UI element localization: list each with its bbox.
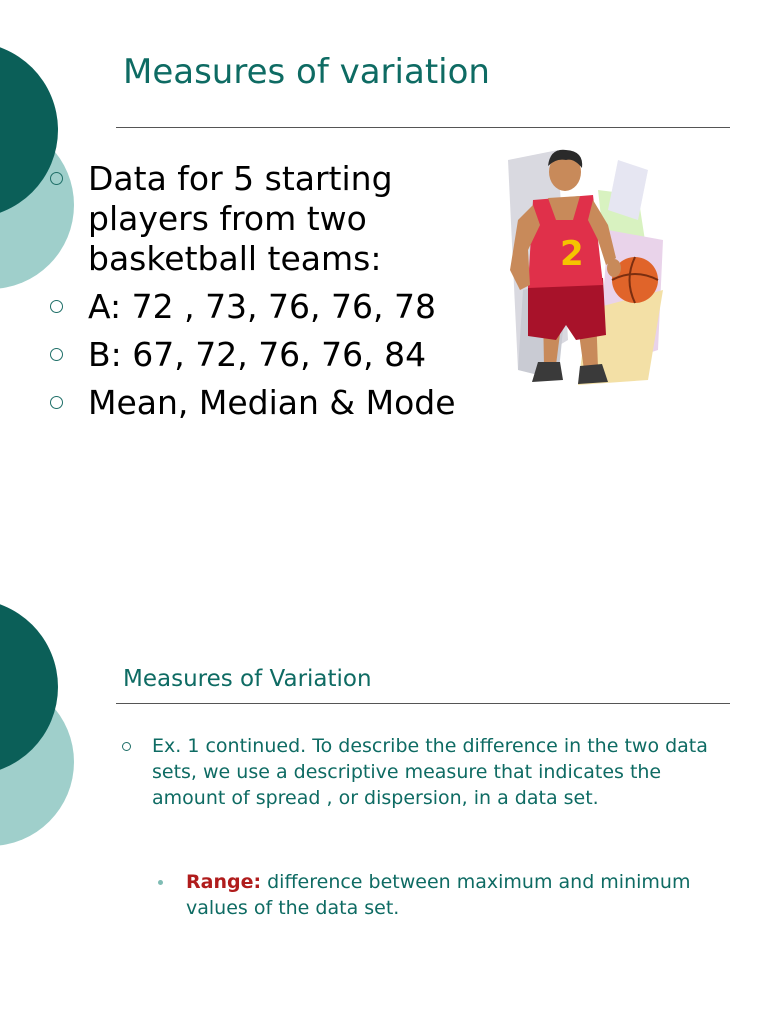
- bullet-text: B: 67, 72, 76, 76, 84: [88, 335, 427, 374]
- bullet-text: Data for 5 starting players from two basketball teams:: [88, 159, 393, 278]
- hollow-bullet-icon: [50, 300, 63, 313]
- title-divider: [116, 127, 730, 128]
- sub-bullet-item: [158, 869, 698, 921]
- basketball-player-clipart: [488, 140, 668, 390]
- bullet-text: Ex. 1 continued. To describe the difference in the two data sets, we use a descriptive measure that indicates the amount of spread , or dispersion, in a data set.: [152, 735, 708, 809]
- svg-text:2: 2: [560, 234, 584, 274]
- hollow-bullet-icon: [50, 396, 63, 409]
- bullet-list: [50, 159, 480, 431]
- slide-measures-of-variation-range: [0, 512, 768, 1024]
- bullet-item: [50, 383, 480, 423]
- sub-bullet-list: [158, 869, 698, 921]
- title-divider: [116, 703, 730, 704]
- definition-text: difference between maximum and minimum values of the data set.: [186, 871, 691, 919]
- bullet-item: [120, 733, 720, 811]
- hollow-bullet-icon: [122, 742, 131, 751]
- bullet-item: [50, 159, 480, 279]
- slide-title: Measures of variation: [123, 52, 490, 92]
- bullet-text: A: 72 , 73, 76, 76, 78: [88, 287, 436, 326]
- bullet-item: [50, 287, 480, 327]
- slide-title: Measures of Variation: [123, 666, 372, 692]
- hollow-bullet-icon: [50, 172, 63, 185]
- bullet-list: [120, 733, 720, 811]
- bullet-item: [50, 335, 480, 375]
- decorative-circles: [0, 582, 120, 912]
- bullet-text: Mean, Median & Mode: [88, 383, 456, 422]
- dot-bullet-icon: [158, 880, 163, 885]
- definition-term: Range:: [186, 871, 262, 893]
- hollow-bullet-icon: [50, 348, 63, 361]
